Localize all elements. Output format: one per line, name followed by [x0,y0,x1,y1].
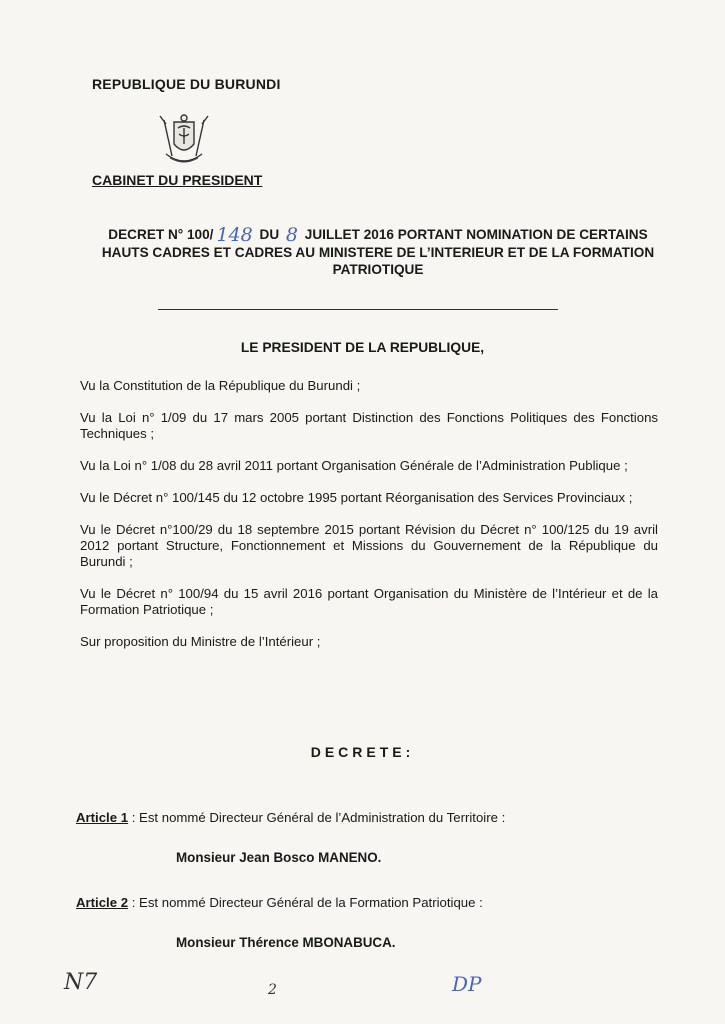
consideration-item: Vu le Décret n° 100/94 du 15 avril 2016 portant Organisation du Ministère de l’Intérieur et de la Formation Patriotique ; [80,586,658,617]
article-label: Article 2 [76,895,129,910]
handwritten-initial-left: N7 [64,970,98,995]
decree-date-suffix: JUILLET 2016 PORTANT NOMINATION DE CERTAINS [304,227,648,242]
consideration-item: Sur proposition du Ministre de l’Intérieur ; [80,634,321,649]
article-2 [76,895,666,910]
cabinet-heading: CABINET DU PRESIDENT [92,172,263,188]
consideration-item: Vu la Loi n° 1/08 du 28 avril 2011 portant Organisation Générale de l’Administration Publique ; [80,458,628,473]
republic-heading: REPUBLIQUE DU BURUNDI [92,76,281,92]
article-text: : Est nommé Directeur Général de la Formation Patriotique : [128,895,483,910]
article-1-appointee: Monsieur Jean Bosco MANENO. [176,850,382,865]
title-divider [158,309,558,310]
article-2-appointee: Monsieur Thérence MBONABUCA. [176,935,396,950]
article-text: : Est nommé Directeur Général de l’Administration du Territoire : [128,810,506,825]
handwritten-decree-number: 148 [216,224,253,246]
handwritten-day: 8 [285,224,299,246]
handwritten-initial-middle: 2 [268,982,277,998]
title-line-3: PATRIOTIQUE [332,262,424,277]
handwritten-initial-right: DP [452,972,482,996]
title-line-2: HAUTS CADRES ET CADRES AU MINISTERE DE L’INTERIEUR ET DE LA FORMATION [101,245,655,260]
decree-title [88,226,668,278]
consideration-item: Vu le Décret n°100/29 du 18 septembre 2015 portant Révision du Décret n° 100/125 du 19 avril 2012 portant Structure, Fonctionnement et Missions du Gouvernement de la République du Burundi ; [80,522,658,569]
consideration-item: Vu le Décret n° 100/145 du 12 octobre 1995 portant Réorganisation des Services Provinciaux ; [80,490,633,505]
consideration-item: Vu la Constitution de la République du Burundi ; [80,378,361,393]
decree-prefix: DECRET N° 100/ [108,227,214,242]
decree-du: DU [259,227,280,242]
article-1 [76,810,666,825]
consideration-item: Vu la Loi n° 1/09 du 17 mars 2005 portant Distinction des Fonctions Politiques des Fonctions Techniques ; [80,410,658,441]
letterhead [92,76,312,188]
coat-of-arms-icon [152,110,216,172]
title-line-1 [88,226,668,244]
considerations-list [80,378,658,666]
decrete-heading: DECRETE: [310,744,415,760]
president-heading: LE PRESIDENT DE LA REPUBLIQUE, [240,340,485,355]
article-label: Article 1 [76,810,129,825]
